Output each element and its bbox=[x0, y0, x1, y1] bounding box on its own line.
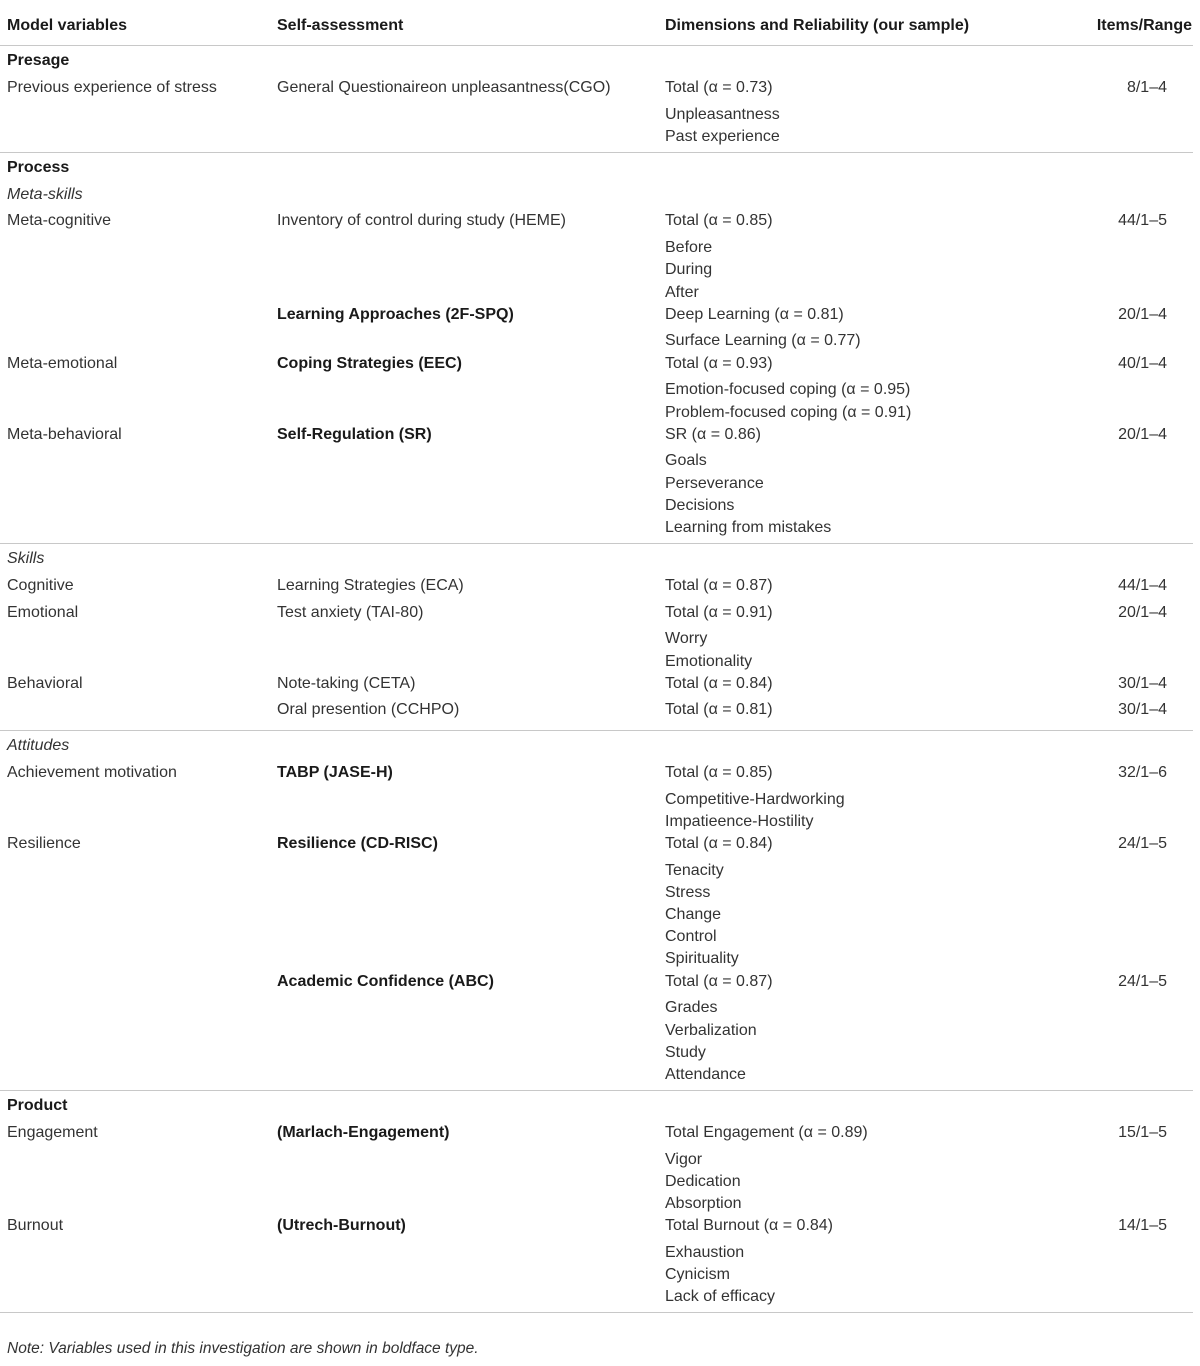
self-assessment: Learning Approaches (2F-SPQ) bbox=[277, 305, 514, 323]
dimension: Total (α = 0.81) bbox=[665, 701, 773, 719]
table-row bbox=[0, 1095, 1200, 1117]
dimension: Competitive-Hardworking bbox=[665, 790, 845, 808]
dimension: Surface Learning (α = 0.77) bbox=[665, 332, 861, 350]
model-variable: Emotional bbox=[7, 603, 79, 621]
table-row bbox=[0, 833, 1200, 855]
table-row bbox=[0, 948, 1200, 970]
dimension: Grades bbox=[665, 999, 718, 1017]
table-row bbox=[0, 237, 1200, 259]
column-header: Dimensions and Reliability (our sample) bbox=[665, 17, 970, 34]
table-row bbox=[0, 50, 1200, 72]
table-row bbox=[0, 789, 1200, 811]
dimension: Absorption bbox=[665, 1194, 742, 1212]
table-row bbox=[0, 1122, 1200, 1144]
dimension: Change bbox=[665, 906, 722, 923]
dimension: Control bbox=[665, 928, 717, 946]
subsection-title: Skills bbox=[7, 550, 45, 568]
table-row bbox=[0, 811, 1200, 833]
table-row bbox=[0, 602, 1200, 624]
table-row bbox=[0, 651, 1200, 673]
dimension: Impatieence-Hostility bbox=[665, 812, 814, 830]
model-variable: Behavioral bbox=[7, 674, 83, 692]
dimension: Attendance bbox=[665, 1065, 746, 1083]
dimension: Verbalization bbox=[665, 1021, 757, 1039]
self-assessment: Note-taking (CETA) bbox=[277, 674, 416, 692]
table-rule bbox=[0, 543, 1193, 544]
dimension: Deep Learning (α = 0.81) bbox=[665, 305, 844, 323]
self-assessment: Test anxiety (TAI-80) bbox=[277, 603, 424, 621]
table-row bbox=[0, 473, 1200, 495]
dimension: Emotion-focused coping (α = 0.95) bbox=[665, 381, 911, 399]
dimension: Unpleasantness bbox=[665, 105, 780, 123]
table-rule bbox=[0, 1312, 1193, 1313]
dimension: Total (α = 0.84) bbox=[665, 834, 773, 852]
model-variable: Achievement motivation bbox=[7, 763, 177, 781]
dimension: Dedication bbox=[665, 1172, 741, 1190]
items-range: 8/1–4 bbox=[1126, 78, 1167, 96]
model-variable: Meta-behavioral bbox=[7, 425, 122, 443]
self-assessment: Coping Strategies (EEC) bbox=[277, 354, 462, 372]
table-row bbox=[0, 997, 1200, 1019]
table-row bbox=[0, 971, 1200, 993]
table-row bbox=[0, 1171, 1200, 1193]
model-variable: Meta-cognitive bbox=[7, 212, 112, 230]
model-variable: Previous experience of stress bbox=[7, 78, 217, 96]
dimension: Tenacity bbox=[665, 861, 724, 879]
table-row bbox=[0, 735, 1200, 757]
self-assessment: Academic Confidence (ABC) bbox=[277, 972, 494, 990]
dimension: Problem-focused coping (α = 0.91) bbox=[665, 403, 912, 421]
dimension: Learning from mistakes bbox=[665, 519, 832, 536]
column-header: Items/Range bbox=[1096, 17, 1192, 34]
table-row bbox=[0, 575, 1200, 597]
table-row bbox=[0, 882, 1200, 904]
model-variable: Engagement bbox=[7, 1123, 98, 1141]
table-rule bbox=[0, 152, 1193, 153]
items-range: 40/1–4 bbox=[1118, 354, 1167, 372]
self-assessment: (Utrech-Burnout) bbox=[277, 1217, 406, 1235]
table-row bbox=[0, 402, 1200, 424]
self-assessment: General Questionaireon unpleasantness(CGO) bbox=[277, 78, 611, 96]
self-assessment: Resilience (CD-RISC) bbox=[277, 834, 438, 852]
dimension: Emotionality bbox=[665, 652, 753, 670]
items-range: 44/1–5 bbox=[1118, 212, 1167, 230]
self-assessment: TABP (JASE-H) bbox=[277, 763, 393, 781]
items-range: 24/1–5 bbox=[1118, 972, 1167, 990]
section-title: Product bbox=[7, 1097, 68, 1115]
dimension: Spirituality bbox=[665, 950, 739, 968]
table-row bbox=[0, 330, 1200, 352]
dimension: Total (α = 0.73) bbox=[665, 78, 773, 96]
table-row bbox=[0, 1020, 1200, 1042]
items-range: 20/1–4 bbox=[1118, 425, 1167, 443]
items-range: 15/1–5 bbox=[1118, 1123, 1167, 1141]
items-range: 24/1–5 bbox=[1118, 834, 1167, 852]
table-row bbox=[0, 1264, 1200, 1286]
table-row bbox=[0, 517, 1200, 539]
self-assessment: Learning Strategies (ECA) bbox=[277, 576, 464, 594]
self-assessment: Inventory of control during study (HEME) bbox=[277, 212, 567, 230]
dimension: Stress bbox=[665, 883, 711, 901]
table-row bbox=[0, 304, 1200, 326]
table-row bbox=[0, 184, 1200, 206]
table-row bbox=[0, 904, 1200, 926]
section-title: Process bbox=[7, 159, 70, 176]
items-range: 44/1–4 bbox=[1118, 576, 1167, 594]
self-assessment: Oral presention (CCHPO) bbox=[277, 701, 460, 719]
table-row bbox=[0, 1042, 1200, 1064]
table-row bbox=[0, 860, 1200, 882]
table-rule bbox=[0, 45, 1193, 46]
dimension: Total (α = 0.93) bbox=[665, 354, 773, 372]
table-row bbox=[0, 495, 1200, 517]
model-variable: Burnout bbox=[7, 1217, 64, 1235]
table-row bbox=[0, 548, 1200, 570]
table-row bbox=[0, 104, 1200, 126]
dimension: After bbox=[665, 283, 699, 301]
table-row bbox=[0, 1064, 1200, 1086]
dimension: SR (α = 0.86) bbox=[665, 425, 761, 443]
table-row bbox=[0, 673, 1200, 695]
dimension: Total (α = 0.87) bbox=[665, 576, 773, 594]
items-range: 30/1–4 bbox=[1118, 674, 1167, 692]
dimension: Total (α = 0.85) bbox=[665, 212, 773, 230]
table-row bbox=[0, 1193, 1200, 1215]
items-range: 20/1–4 bbox=[1118, 603, 1167, 621]
column-header: Self-assessment bbox=[277, 17, 404, 34]
table-row bbox=[0, 1242, 1200, 1264]
dimension: Total Engagement (α = 0.89) bbox=[665, 1123, 868, 1141]
table-row bbox=[0, 210, 1200, 232]
table-row bbox=[0, 1286, 1200, 1308]
model-variable: Resilience bbox=[7, 834, 81, 852]
table-header-row bbox=[0, 15, 1200, 37]
table-row bbox=[0, 628, 1200, 650]
dimension: Decisions bbox=[665, 496, 735, 514]
dimension: Goals bbox=[665, 452, 707, 470]
table-row bbox=[0, 424, 1200, 446]
dimension: Before bbox=[665, 239, 713, 257]
table-row bbox=[0, 282, 1200, 304]
table-rule bbox=[0, 1090, 1193, 1091]
dimension: Total (α = 0.87) bbox=[665, 972, 773, 990]
table-row bbox=[0, 1215, 1200, 1237]
self-assessment: Self-Regulation (SR) bbox=[277, 425, 432, 443]
table-row bbox=[0, 699, 1200, 721]
table-row bbox=[0, 450, 1200, 472]
dimension: Worry bbox=[665, 630, 708, 648]
table-row bbox=[0, 762, 1200, 784]
dimension: Perseverance bbox=[665, 474, 764, 492]
items-range: 30/1–4 bbox=[1118, 701, 1167, 719]
items-range: 32/1–6 bbox=[1118, 763, 1167, 781]
self-assessment: (Marlach-Engagement) bbox=[277, 1123, 450, 1141]
dimension: During bbox=[665, 261, 713, 279]
model-variable: Cognitive bbox=[7, 576, 74, 594]
table-rule bbox=[0, 730, 1193, 731]
dimension: Total (α = 0.91) bbox=[665, 603, 773, 621]
items-range: 20/1–4 bbox=[1118, 305, 1167, 323]
table-row bbox=[0, 157, 1200, 179]
dimension: Lack of efficacy bbox=[665, 1288, 775, 1306]
table-row bbox=[0, 1149, 1200, 1171]
table-row bbox=[0, 126, 1200, 148]
table-row bbox=[0, 353, 1200, 375]
model-variable: Meta-emotional bbox=[7, 354, 118, 372]
dimension: Study bbox=[665, 1043, 706, 1061]
table-note: Note: Variables used in this investigation are shown in boldface type. bbox=[7, 1340, 479, 1357]
table-row bbox=[0, 259, 1200, 281]
column-header: Model variables bbox=[7, 17, 128, 34]
table-row bbox=[0, 77, 1200, 99]
dimension: Total Burnout (α = 0.84) bbox=[665, 1217, 834, 1235]
subsection-title: Meta-skills bbox=[7, 185, 83, 203]
dimension: Exhaustion bbox=[665, 1243, 745, 1261]
table-row bbox=[0, 926, 1200, 948]
dimension: Vigor bbox=[665, 1150, 703, 1168]
subsection-title: Attitudes bbox=[7, 737, 70, 755]
dimension: Past experience bbox=[665, 127, 780, 145]
dimension: Total (α = 0.84) bbox=[665, 674, 773, 692]
table-row bbox=[0, 379, 1200, 401]
dimension: Cynicism bbox=[665, 1266, 730, 1283]
dimension: Total (α = 0.85) bbox=[665, 763, 773, 781]
section-title: Presage bbox=[7, 52, 70, 70]
items-range: 14/1–5 bbox=[1118, 1217, 1167, 1235]
